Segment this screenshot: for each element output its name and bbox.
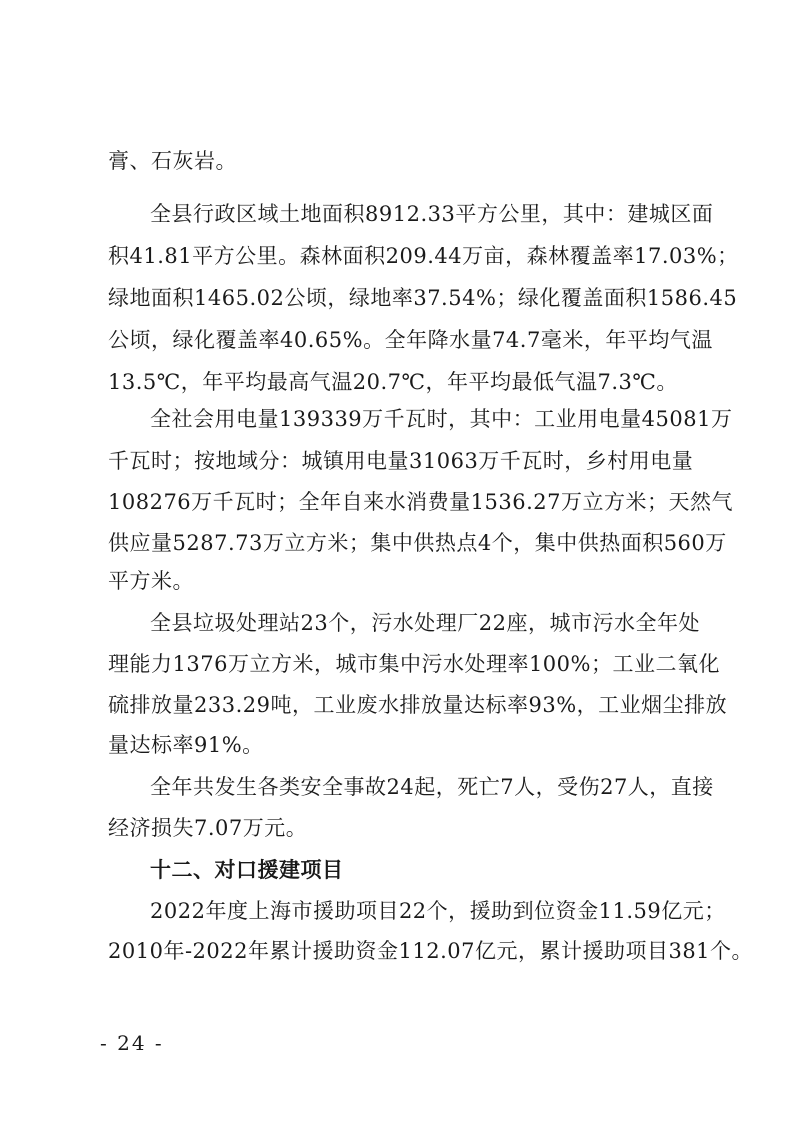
text-line: 量达标率91%。 bbox=[108, 733, 264, 757]
text-line: 全县行政区域土地面积8912.33平方公里，其中：建城区面 bbox=[150, 202, 714, 226]
text-line: 平方米。 bbox=[108, 569, 194, 593]
text-line: 2022年度上海市援助项目22个，援助到位资金11.59亿元； bbox=[150, 899, 726, 923]
text-line: 供应量5287.73万立方米；集中供热点4个，集中供热面积560万 bbox=[108, 531, 727, 555]
text-line: 公顷，绿化覆盖率40.65%。全年降水量74.7毫米，年平均气温 bbox=[108, 328, 713, 352]
text-line: 理能力1376万立方米，城市集中污水处理率100%；工业二氧化 bbox=[108, 652, 720, 676]
text-line: 经济损失7.07万元。 bbox=[108, 816, 308, 840]
text-line: 全县垃圾处理站23个，污水处理厂22座，城市污水全年处 bbox=[150, 611, 700, 635]
page-number: - 24 - bbox=[100, 1031, 164, 1055]
text-line: 全年共发生各类安全事故24起，死亡7人，受伤27人，直接 bbox=[150, 775, 714, 799]
text-line: 绿地面积1465.02公顷，绿地率37.54%；绿化覆盖面积1586.45 bbox=[108, 286, 738, 310]
text-line: 全社会用电量139339万千瓦时，其中：工业用电量45081万 bbox=[150, 407, 733, 431]
text-line: 2010年-2022年累计援助资金112.07亿元，累计援助项目381个。 bbox=[108, 939, 754, 963]
text-line: 13.5℃，年平均最高气温20.7℃，年平均最低气温7.3℃。 bbox=[108, 370, 678, 394]
text-line: 108276万千瓦时；全年自来水消费量1536.27万立方米；天然气 bbox=[108, 490, 734, 514]
text-line: 硫排放量233.29吨，工业废水排放量达标率93%，工业烟尘排放 bbox=[108, 693, 728, 717]
section-heading: 十二、对口援建项目 bbox=[150, 858, 344, 882]
text-line: 积41.81平方公里。森林面积209.44万亩，森林覆盖率17.03%； bbox=[108, 244, 739, 268]
text-line: 千瓦时；按地域分：城镇用电量31063万千瓦时，乡村用电量 bbox=[108, 449, 694, 473]
text-line: 膏、石灰岩。 bbox=[108, 149, 237, 173]
